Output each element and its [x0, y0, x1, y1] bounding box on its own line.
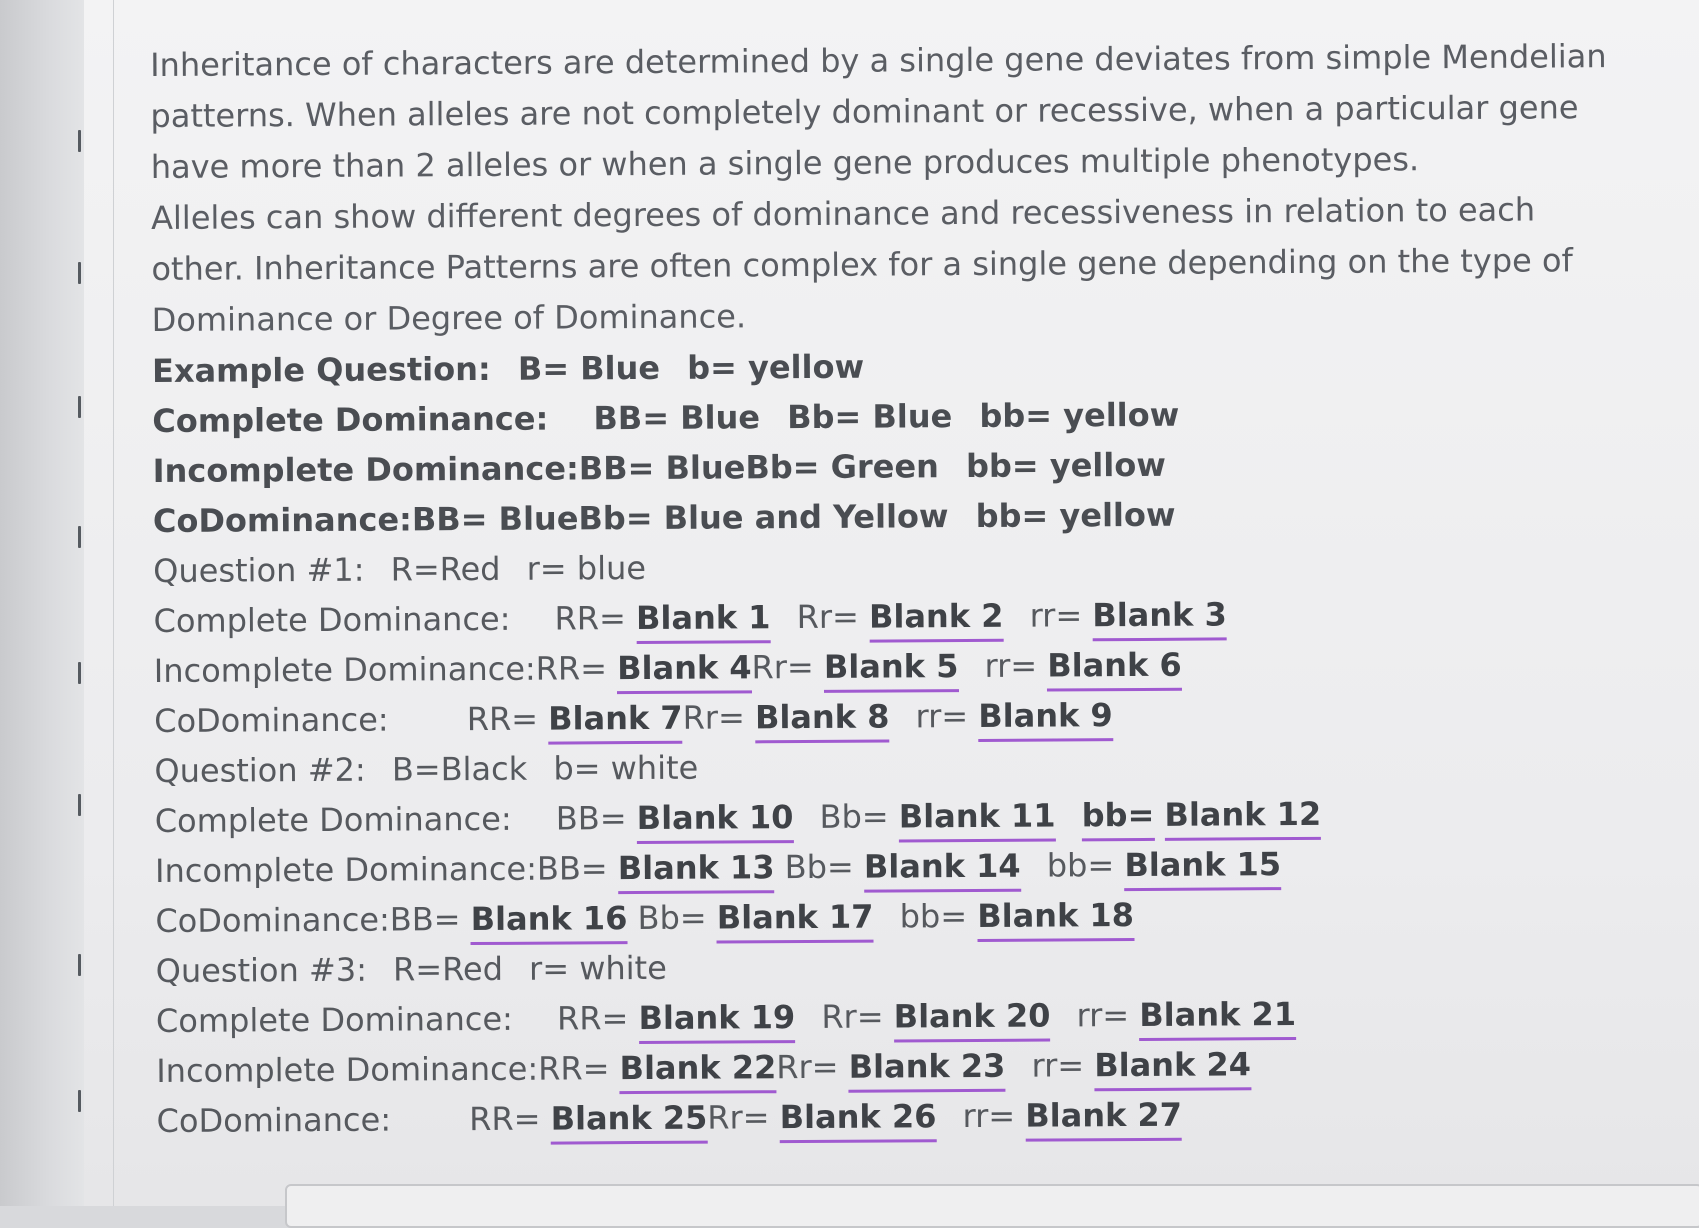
example-codom-bb: bb= yellow	[975, 495, 1176, 535]
question-3-R: R=Red	[392, 949, 504, 989]
question-1-R: R=Red	[390, 549, 501, 589]
rr-label: rr=	[1076, 996, 1130, 1035]
blank-18[interactable]: Blank 18	[977, 896, 1134, 942]
BB-label: BB=	[389, 900, 461, 939]
blank-16[interactable]: Blank 16	[471, 899, 628, 945]
blank-3[interactable]: Blank 3	[1092, 595, 1227, 641]
rr-label: rr=	[1029, 596, 1083, 635]
question-1-line	[153, 537, 1633, 596]
q2-incomplete-line	[155, 837, 1635, 896]
example-complete-line	[152, 387, 1632, 446]
example-complete-BB: BB= Blue	[593, 398, 761, 438]
q2-codom-line	[155, 887, 1635, 946]
Rr-label: Rr=	[751, 647, 814, 687]
left-gutter	[0, 0, 84, 1206]
blank-26[interactable]: Blank 26	[780, 1097, 937, 1143]
complete-label: Complete Dominance:	[153, 599, 511, 640]
Rr-label: Rr=	[821, 997, 884, 1036]
q3-complete-line	[156, 987, 1636, 1046]
blank-12[interactable]: Blank 12	[1164, 795, 1321, 841]
RR-label: RR=	[535, 649, 608, 688]
blank-19[interactable]: Blank 19	[638, 998, 795, 1044]
example-complete-Bb: Bb= Blue	[787, 397, 953, 437]
blank-4[interactable]: Blank 4	[617, 648, 752, 694]
gutter-marker	[78, 662, 81, 684]
incomplete-label: Incomplete Dominance:	[156, 1049, 539, 1090]
gutter-marker	[78, 1090, 81, 1112]
question-3-r: r= white	[529, 948, 667, 988]
Rr-label: Rr=	[776, 1047, 839, 1087]
rr-label: rr=	[1031, 1046, 1085, 1085]
Bb-label: Bb=	[784, 847, 854, 887]
bb-label: bb=	[1046, 846, 1115, 885]
q2-complete-line	[155, 787, 1635, 846]
example-heading: Example Question:	[151, 349, 491, 390]
Bb-label: Bb=	[819, 797, 889, 836]
question-2-title: Question #2:	[154, 750, 366, 790]
Rr-label: Rr=	[682, 698, 745, 737]
blank-5[interactable]: Blank 5	[824, 647, 959, 693]
RR-label: RR=	[556, 999, 629, 1038]
Rr-label: Rr=	[796, 597, 859, 637]
RR-label: RR=	[466, 699, 539, 739]
blank-14[interactable]: Blank 14	[864, 847, 1021, 893]
gutter-marker	[78, 262, 81, 284]
incomplete-label: Incomplete Dominance:	[154, 849, 538, 890]
blank-17[interactable]: Blank 17	[717, 898, 874, 944]
blank-24[interactable]: Blank 24	[1094, 1045, 1251, 1091]
question-1-title: Question #1:	[153, 550, 365, 590]
blank-2[interactable]: Blank 2	[869, 597, 1004, 643]
rr-label: rr=	[984, 646, 1038, 685]
q1-codom-line	[154, 687, 1634, 746]
example-allele-B: B= Blue	[517, 348, 661, 388]
question-1-r: r= blue	[526, 548, 647, 588]
RR-label: RR=	[538, 1049, 610, 1088]
gutter-marker	[78, 954, 81, 976]
blank-25[interactable]: Blank 25	[551, 1099, 708, 1145]
blank-9[interactable]: Blank 9	[978, 696, 1113, 742]
question-2-line	[154, 737, 1634, 796]
blank-15[interactable]: Blank 15	[1124, 845, 1281, 891]
question-3-title: Question #3:	[155, 950, 368, 990]
blank-10[interactable]: Blank 10	[637, 798, 794, 844]
blank-13[interactable]: Blank 13	[618, 848, 775, 894]
rr-label: rr=	[915, 697, 969, 736]
intro-paragraph-2: Alleles can show different degrees of dominance and recessiveness in relation to each other. Inheritance Patterns are often complex for a single gene depending on the type of Dominance or Degree of Dominance.	[150, 190, 1573, 339]
intro-paragraph-1: Inheritance of characters are determined by a single gene deviates from simple Mendelian patterns. When alleles are not completely dominant or recessive, when a particular gene have more than 2 alleles or when a single gene produces multiple phenotypes.	[150, 37, 1607, 186]
blank-8[interactable]: Blank 8	[755, 697, 890, 743]
Rr-label: Rr=	[707, 1098, 770, 1137]
gutter-marker	[78, 526, 81, 548]
bb-label: bb=	[1082, 796, 1155, 841]
example-allele-b: b= yellow	[687, 347, 865, 387]
bb-label: bb=	[899, 897, 968, 936]
q3-incomplete-line	[156, 1037, 1636, 1096]
gutter-marker	[78, 130, 81, 152]
question-content	[150, 31, 1637, 1146]
question-3-line	[156, 937, 1636, 996]
gutter-marker	[78, 794, 81, 816]
blank-22[interactable]: Blank 22	[620, 1048, 777, 1094]
complete-label: Complete Dominance:	[155, 999, 514, 1040]
example-incomplete-bb: bb= yellow	[965, 445, 1166, 486]
RR-label: RR=	[469, 1099, 541, 1139]
blank-6[interactable]: Blank 6	[1047, 646, 1182, 692]
RR-label: RR=	[554, 599, 627, 638]
blank-21[interactable]: Blank 21	[1139, 995, 1296, 1041]
Bb-label: Bb=	[637, 898, 707, 938]
q1-complete-line	[153, 587, 1633, 646]
example-incomplete-line	[152, 437, 1632, 496]
blank-1[interactable]: Blank 1	[636, 598, 771, 644]
blank-20[interactable]: Blank 20	[894, 997, 1051, 1043]
blank-7[interactable]: Blank 7	[548, 699, 683, 745]
example-question-line	[152, 337, 1632, 396]
complete-label: Complete Dominance:	[154, 799, 512, 840]
codom-label: CoDominance:	[154, 700, 389, 740]
divider	[113, 0, 114, 1206]
example-codom-line	[153, 487, 1633, 546]
codom-label: CoDominance:	[155, 900, 390, 940]
example-complete-bb: bb= yellow	[979, 395, 1180, 435]
BB-label: BB=	[555, 799, 627, 838]
BB-label: BB=	[536, 849, 608, 888]
blank-23[interactable]: Blank 23	[849, 1047, 1006, 1093]
example-codom-label: CoDominance:BB= BlueBb= Blue and Yellow	[152, 497, 949, 540]
gutter-marker	[78, 396, 81, 418]
question-2-b: b= white	[553, 748, 699, 788]
blank-11[interactable]: Blank 11	[899, 796, 1056, 842]
example-incomplete-label: Incomplete Dominance:BB= BlueBb= Green	[152, 447, 939, 490]
incomplete-label: Incomplete Dominance:	[153, 649, 536, 690]
question-2-B: B=Black	[391, 749, 528, 789]
rr-label: rr=	[962, 1096, 1016, 1136]
q1-incomplete-line	[154, 637, 1634, 696]
codom-label: CoDominance:	[156, 1100, 392, 1140]
example-complete-label: Complete Dominance:	[152, 399, 549, 440]
blank-27[interactable]: Blank 27	[1025, 1096, 1182, 1142]
q3-codom-line	[156, 1087, 1636, 1146]
answer-input-box[interactable]	[285, 1184, 1699, 1228]
